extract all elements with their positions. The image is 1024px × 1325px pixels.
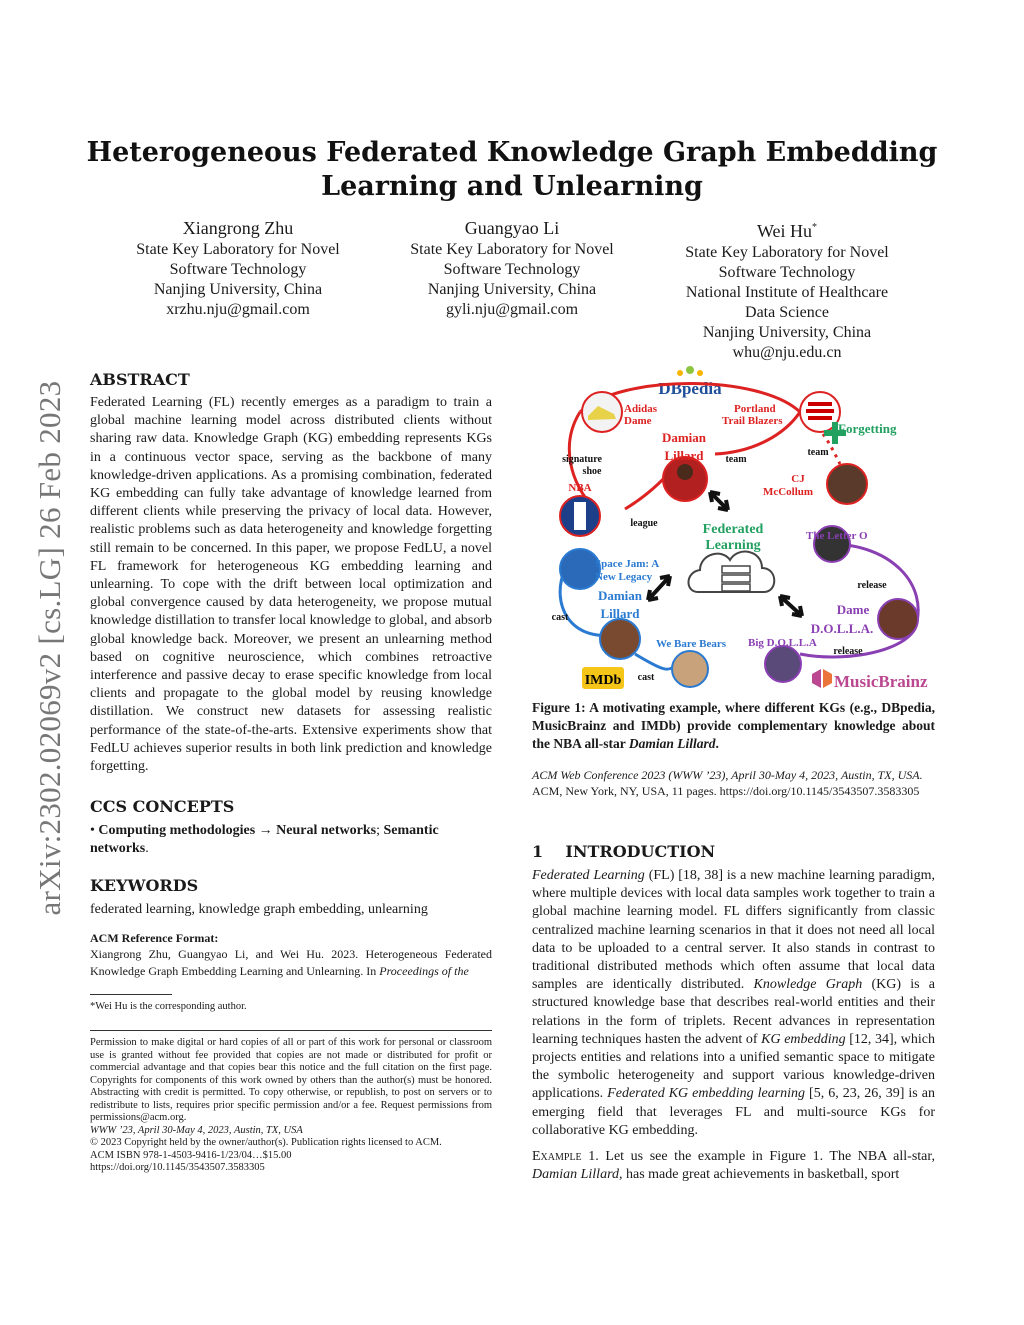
- ccs-heading: CCS CONCEPTS: [90, 797, 235, 816]
- author-email: xrzhu.nju@gmail.com: [166, 301, 310, 318]
- label-damian-dbpedia: Damian: [661, 430, 707, 445]
- affiliation-line: Nanjing University, China: [427, 281, 597, 298]
- permission-block: [90, 1037, 492, 1175]
- label-new-legacy: New Legacy: [595, 571, 653, 583]
- arxiv-id: arXiv:2302.02069v2 [cs.LG] 26 Feb 2023: [32, 380, 67, 916]
- permission-conf: WWW ’23, April 30-May 4, 2023, Austin, TX, USA: [90, 1124, 303, 1136]
- example-paragraph: [532, 1148, 935, 1184]
- conference-line: ACM Web Conference 2023 (WWW ’23), April 30-May 4, 2023, Austin, TX, USA.: [532, 768, 923, 782]
- intro-run: Knowledge Graph: [753, 977, 863, 993]
- label-forgetting: Forgetting: [838, 421, 897, 436]
- author-name: Guangyao Li: [464, 218, 560, 238]
- label-portland: Portland: [734, 403, 776, 415]
- affiliation-line: Nanjing University, China: [153, 281, 323, 298]
- nba-logo-icon: [574, 502, 586, 530]
- intro-run: [12, 34], which projects entities and relations into a unified semantic space to mitigate the symbolic heterogeneity and support various knowledge-driven applications.: [532, 1031, 935, 1102]
- label-cj: CJ: [791, 473, 805, 485]
- ref-text: [90, 946, 492, 980]
- rel-team-2: team: [807, 447, 829, 458]
- affiliation-line: Nanjing University, China: [702, 324, 872, 341]
- author-name: Xiangrong Zhu: [182, 218, 294, 238]
- permission-copyright: © 2023 Copyright held by the owner/author(s). Publication rights licensed to ACM.: [90, 1137, 442, 1148]
- figure-caption: [532, 699, 935, 753]
- permission-text: Permission to make digital or hard copies of all or part of this work for personal or classroom use is granted without fee provided that copies are not made or distributed for profit or commercial advantage and that copies bear this notice and the full citation on the first page. Copyrights for components of this work owned by others than the author(s) must be honored. Abstracting with credit is permitted. To copy otherwise, or republish, to post on servers or to redistribute to lists, requires prior specific permission and/or a fee. Request permissions from permissions@acm.org.: [90, 1037, 492, 1123]
- ref-body: Xiangrong Zhu, Guangyao Li, and Wei Hu. 2023. Heterogeneous Federated Knowledge Graph Embedding Learning and Unlearning. In: [90, 947, 492, 978]
- arxiv-sidebar: [30, 352, 70, 944]
- affiliation-line: State Key Laboratory for Novel: [410, 241, 614, 258]
- rel-release-1: release: [857, 580, 887, 591]
- label-dame-dolla-2: D.O.L.L.A.: [810, 621, 874, 636]
- label-trail-blazers: Trail Blazers: [722, 415, 783, 427]
- paper-title: [0, 136, 1024, 204]
- footnote: *Wei Hu is the corresponding author.: [90, 1001, 247, 1012]
- affiliation-line: Software Technology: [169, 261, 307, 278]
- example-italic: Damian Lillard: [532, 1167, 619, 1183]
- affiliation-line: National Institute of Healthcare: [685, 284, 889, 301]
- label-dame-dolla-1: Dame: [836, 602, 870, 617]
- author-block: [637, 216, 937, 363]
- intro-run: Federated Learning: [532, 868, 645, 883]
- rel-shoe: shoe: [582, 466, 602, 477]
- caption-text: Figure 1: A motivating example, where different KGs (e.g., DBpedia, MusicBrainz and IMDb) provide complementary knowledge about the NBA all-star: [532, 700, 935, 751]
- ccs-rest: Neural networks: [276, 823, 377, 838]
- intro-run: KG embedding: [761, 1031, 846, 1047]
- reference-format: [90, 930, 492, 980]
- figure-1: [540, 364, 940, 694]
- ccs-bullet: •: [90, 823, 95, 838]
- author-block: [88, 216, 388, 320]
- author-email: gyli.nju@gmail.com: [445, 301, 579, 318]
- imdb-edge: [635, 654, 675, 669]
- ref-italic: Proceedings of the: [379, 964, 469, 978]
- author-email: whu@nju.edu.cn: [732, 344, 842, 361]
- affiliation-line: Software Technology: [718, 264, 856, 281]
- caption-end: .: [715, 736, 719, 751]
- keywords-text: federated learning, knowledge graph embedding, unlearning: [90, 902, 428, 917]
- intro-run: (KG) is a structured knowledge base that describes real-world entities and their relations in the form of triplets. Recent advances in representation learning techniques hasten the advent of: [532, 977, 935, 1047]
- imdb-label: IMDb: [584, 673, 622, 688]
- author-name: Wei Hu: [756, 221, 813, 241]
- rel-cast-1: cast: [551, 612, 569, 623]
- conference-doi-line: ACM, New York, NY, USA, 11 pages. https://doi.org/10.1145/3543507.3583305: [532, 784, 920, 798]
- label-nba: NBA: [568, 482, 592, 494]
- intro-paragraph: [532, 867, 935, 1140]
- ref-heading: ACM Reference Format:: [90, 931, 219, 945]
- label-dame: Dame: [624, 415, 652, 427]
- label-lillard-dbpedia: Lillard: [664, 448, 704, 463]
- conference-info: [532, 767, 935, 799]
- example-end: , has made great achievements in basketball, sport: [619, 1167, 900, 1183]
- ccs-arrow: →: [258, 823, 273, 838]
- ccs-sep: ;: [376, 823, 380, 838]
- abstract-section: [90, 370, 492, 776]
- damian-imdb-node: [600, 619, 640, 659]
- label-letter-o: The Letter O: [806, 530, 868, 542]
- label-lillard-imdb: Lillard: [600, 606, 640, 621]
- affiliation-line: Data Science: [745, 304, 829, 321]
- intro-run: Federated KG embedding learning: [607, 1086, 806, 1102]
- example-label: Example 1.: [532, 1149, 599, 1165]
- affiliation-line: Software Technology: [443, 261, 581, 278]
- label-damian-imdb: Damian: [597, 588, 643, 603]
- rel-signature: signature: [562, 454, 602, 465]
- intro-heading: 1 INTRODUCTION: [532, 842, 716, 861]
- footnote-rule: [90, 994, 172, 995]
- person-icon: [677, 464, 693, 480]
- ccs-main: Computing methodologies: [98, 823, 256, 838]
- dame-dolla-node: [878, 599, 918, 639]
- bears-node: [672, 651, 708, 687]
- spacejam-node: [560, 549, 600, 589]
- label-spacejam: Space Jam: A: [595, 558, 660, 570]
- title-line-1: Heterogeneous Federated Knowledge Graph Embedding: [86, 137, 938, 168]
- caption-italic: Damian Lillard: [628, 736, 716, 751]
- big-dolla-node: [765, 646, 801, 682]
- dbpedia-label: DBpedia: [658, 379, 722, 398]
- example-text: Let us see the example in Figure 1. The NBA all-star,: [598, 1149, 935, 1165]
- ccs-end: .: [145, 841, 149, 857]
- introduction-section: [532, 842, 935, 1184]
- label-bears: We Bare Bears: [656, 638, 727, 650]
- rel-cast-2: cast: [637, 672, 655, 683]
- title-line-2: Learning and Unlearning: [321, 171, 703, 202]
- label-adidas: Adidas: [624, 403, 658, 415]
- rel-league: league: [630, 518, 658, 529]
- affiliation-line: State Key Laboratory for Novel: [136, 241, 340, 258]
- rel-release-2: release: [833, 646, 863, 657]
- double-arrow: [710, 492, 728, 510]
- permission-isbn: ACM ISBN 978-1-4503-9416-1/23/04…$15.00: [90, 1149, 292, 1161]
- musicbrainz-logo-icon: [823, 669, 832, 688]
- abstract-heading: ABSTRACT: [90, 370, 190, 389]
- ccs-text: [90, 822, 492, 858]
- dbpedia-logo: [658, 366, 722, 398]
- label-mccollum: McCollum: [762, 486, 814, 498]
- keywords-section: [90, 876, 492, 919]
- ccs-section: [90, 797, 492, 858]
- federated-label: Federated: [702, 522, 764, 537]
- musicbrainz-logo-icon: [812, 669, 821, 688]
- cj-node: [827, 464, 867, 504]
- cloud-server-icon: [688, 552, 774, 592]
- musicbrainz-label: MusicBrainz: [834, 672, 928, 691]
- keywords-heading: KEYWORDS: [90, 876, 199, 895]
- corresponding-mark: *: [812, 222, 818, 233]
- intro-run: [5, 6, 23, 26, 39] is an emerging field that leverages FL and multi-source KGs for collaborative KG embedding.: [532, 1086, 935, 1138]
- author-block: [362, 216, 662, 320]
- intro-run: (FL) [18, 38] is a new machine learning paradigm, where multiple devices with local data samples work together to train a global machine learning model. FL differs significantly from classic centralized machine learning scenarios in that it does not need all local data to be uploaded to a central server. It also stands in contrast to traditional distributed methods which often assume that local data samples are identically distributed.: [532, 868, 935, 993]
- abstract-text: Federated Learning (FL) recently emerges as a paradigm to train a global machine learning model across distributed clients without sharing raw data. Knowledge Graph (KG) embedding represents KGs in a continuous vector space, serving as the backbone of many knowledge-driven applications. As a promising combination, federated KG embedding can fully take advantage of knowledge learned from different clients while preserving the privacy of local data. However, realistic problems such as data heterogeneity and knowledge forgetting still remain to be concerned. In this paper, we propose FedLU, a novel FL framework for heterogeneous KG embedding learning and unlearning. To cope with the drift between local optimization and global convergence caused by data heterogeneity, we propose mutual knowledge distillation to transfer local knowledge to global, and absorb global knowledge back. Moreover, we present an unlearning method based on cognitive neuroscience, which combines retroactive interference and passive decay to erase specific knowledge from local clients and propagate to the global model by reusing knowledge distillation. We construct new datasets for assessing realistic performance of the state-of-the-arts. Extensive experiments show that FedLU achieves superior results in both link prediction and knowledge forgetting.: [90, 395, 493, 775]
- permission-rule: [90, 1030, 492, 1031]
- learning-label: Learning: [705, 538, 761, 553]
- ccs-sem: Semantic networks: [90, 823, 439, 857]
- double-arrow: [780, 596, 802, 616]
- affiliation-line: State Key Laboratory for Novel: [685, 244, 889, 261]
- permission-doi: https://doi.org/10.1145/3543507.3583305: [90, 1162, 265, 1173]
- rel-team-1: team: [725, 454, 747, 465]
- label-big-dolla: Big D.O.L.L.A: [748, 637, 817, 649]
